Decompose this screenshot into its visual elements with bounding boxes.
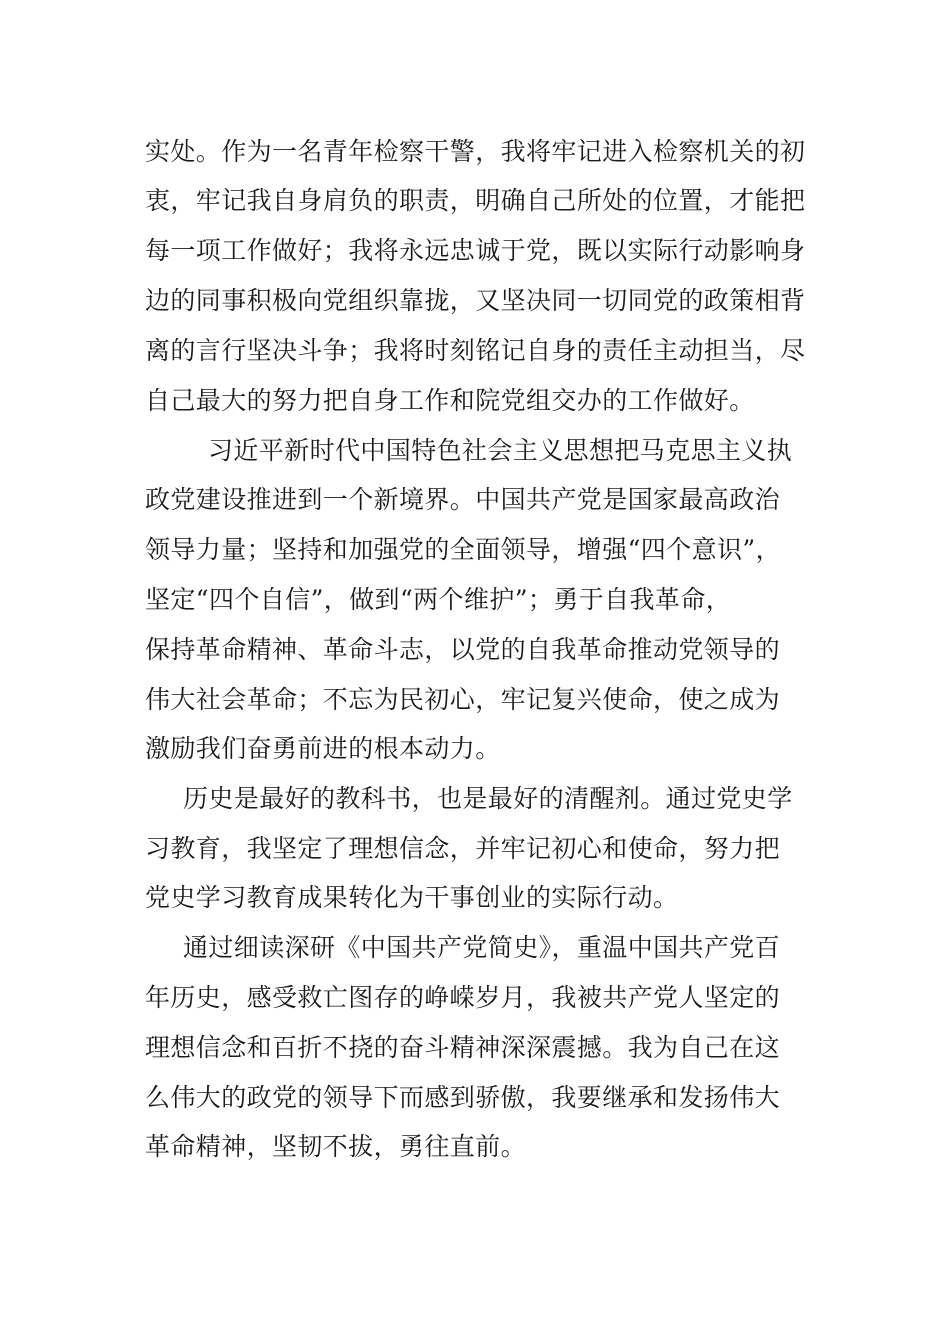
paragraph-3-line-3: 党史学习教育成果转化为干事创业的实际行动。 bbox=[145, 883, 679, 912]
paragraph-4-line-1: 通过细读深研《中国共产党简史》，重温中国共产党百 bbox=[183, 933, 781, 962]
paragraph-4-line-2: 年历史，感受救亡图存的峥嵘岁月，我被共产党人坚定的 bbox=[145, 983, 781, 1012]
paragraph-1-line-6: 自己最大的努力把自身工作和院党组交办的工作做好。 bbox=[145, 386, 755, 415]
paragraph-2-line-2: 政党建设推进到一个新境界。中国共产党是国家最高政治 bbox=[145, 485, 781, 514]
paragraph-1-line-5: 离的言行坚决斗争；我将时刻铭记自身的责任主动担当，尽 bbox=[145, 336, 806, 365]
paragraph-1-line-3: 每一项工作做好；我将永远忠诚于党，既以实际行动影响身 bbox=[145, 236, 806, 265]
paragraph-2-line-5: 保持革命精神、革命斗志，以党的自我革命推动党领导的 bbox=[145, 635, 781, 664]
paragraph-2-line-3: 领导力量；坚持和加强党的全面领导，增强“四个意识”， bbox=[145, 535, 781, 564]
paragraph-1-line-1: 实处。作为一名青年检察干警，我将牢记进入检察机关的初 bbox=[145, 137, 806, 166]
paragraph-2-line-4: 坚定“四个自信”，做到“两个维护”；勇于自我革命， bbox=[145, 585, 732, 614]
paragraph-3-line-1: 历史是最好的教科书，也是最好的清醒剂。通过党史学 bbox=[183, 784, 793, 813]
paragraph-4-line-4: 么伟大的政党的领导下而感到骄傲，我要继承和发扬伟大 bbox=[145, 1083, 781, 1112]
paragraph-1-line-2: 衷，牢记我自身肩负的职责，明确自己所处的位置，才能把 bbox=[145, 186, 806, 215]
paragraph-1-line-4: 边的同事积极向党组织靠拢，又坚决同一切同党的政策相背 bbox=[145, 286, 806, 315]
paragraph-2-line-6: 伟大社会革命；不忘为民初心，牢记复兴使命，使之成为 bbox=[145, 685, 781, 714]
paragraph-2-line-1: 习近平新时代中国特色社会主义思想把马克思主义执 bbox=[208, 436, 793, 465]
paragraph-4-line-5: 革命精神，坚韧不拔，勇往直前。 bbox=[145, 1132, 527, 1161]
paragraph-2-line-7: 激励我们奋勇前进的根本动力。 bbox=[145, 734, 501, 763]
paragraph-4-line-3: 理想信念和百折不挠的奋斗精神深深震撼。我为自己在这 bbox=[145, 1033, 781, 1062]
paragraph-3-line-2: 习教育，我坚定了理想信念，并牢记初心和使命，努力把 bbox=[145, 834, 781, 863]
